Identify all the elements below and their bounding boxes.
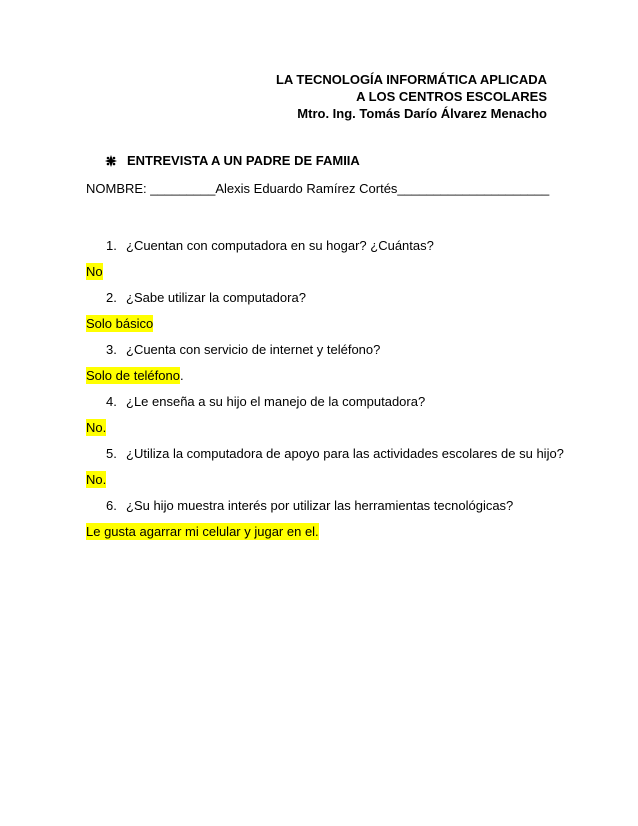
header-title-line-1: LA TECNOLOGÍA INFORMÁTICA APLICADA xyxy=(275,72,547,87)
document-header xyxy=(276,71,547,122)
questionnaire xyxy=(0,233,638,545)
answer-highlight: Solo de teléfono xyxy=(86,368,180,383)
answer-highlight: No xyxy=(86,264,103,279)
answer-row xyxy=(0,363,638,389)
section-title xyxy=(105,153,360,168)
question-row xyxy=(0,493,638,519)
answer-row xyxy=(0,467,638,493)
question-text: ¿Cuenta con servicio de internet y teléfono? xyxy=(126,342,381,357)
question-text: ¿Utiliza la computadora de apoyo para las actividades escolares de su hijo? xyxy=(126,446,564,461)
answer-highlight: No. xyxy=(86,420,107,435)
answer-row xyxy=(0,311,638,337)
answer-row xyxy=(0,259,638,285)
question-text: ¿Sabe utilizar la computadora? xyxy=(126,290,306,305)
question-number: 3. xyxy=(106,342,117,357)
question-number: 1. xyxy=(106,238,117,253)
question-number: 5. xyxy=(106,446,117,461)
section-title-text: ENTREVISTA A UN PADRE DE FAMIIA xyxy=(127,153,360,168)
question-row xyxy=(0,389,638,415)
question-row xyxy=(0,285,638,311)
answer-highlight: No. xyxy=(86,472,107,487)
answer-highlight: Le gusta agarrar mi celular y jugar en el. xyxy=(86,524,319,539)
header-author: Mtro. Ing. Tomás Darío Álvarez Menacho xyxy=(297,106,547,121)
question-text: ¿Le enseña a su hijo el manejo de la computadora? xyxy=(126,394,426,409)
answer-suffix: . xyxy=(179,368,184,383)
question-text: ¿Su hijo muestra interés por utilizar las herramientas tecnológicas? xyxy=(126,498,514,513)
interviewee-name-line: NOMBRE: _________Alexis Eduardo Ramírez Cortés_____________________ xyxy=(86,181,550,196)
question-row xyxy=(0,337,638,363)
answer-row xyxy=(0,519,638,545)
question-number: 2. xyxy=(106,290,117,305)
diamond-bullet-icon xyxy=(105,155,117,167)
question-text: ¿Cuentan con computadora en su hogar? ¿Cuántas? xyxy=(126,238,434,253)
answer-row xyxy=(0,415,638,441)
answer-highlight: Solo básico xyxy=(86,316,154,331)
header-title-line-2: A LOS CENTROS ESCOLARES xyxy=(356,89,547,104)
question-number: 6. xyxy=(106,498,117,513)
question-number: 4. xyxy=(106,394,117,409)
question-row xyxy=(0,233,638,259)
question-row xyxy=(0,441,638,467)
